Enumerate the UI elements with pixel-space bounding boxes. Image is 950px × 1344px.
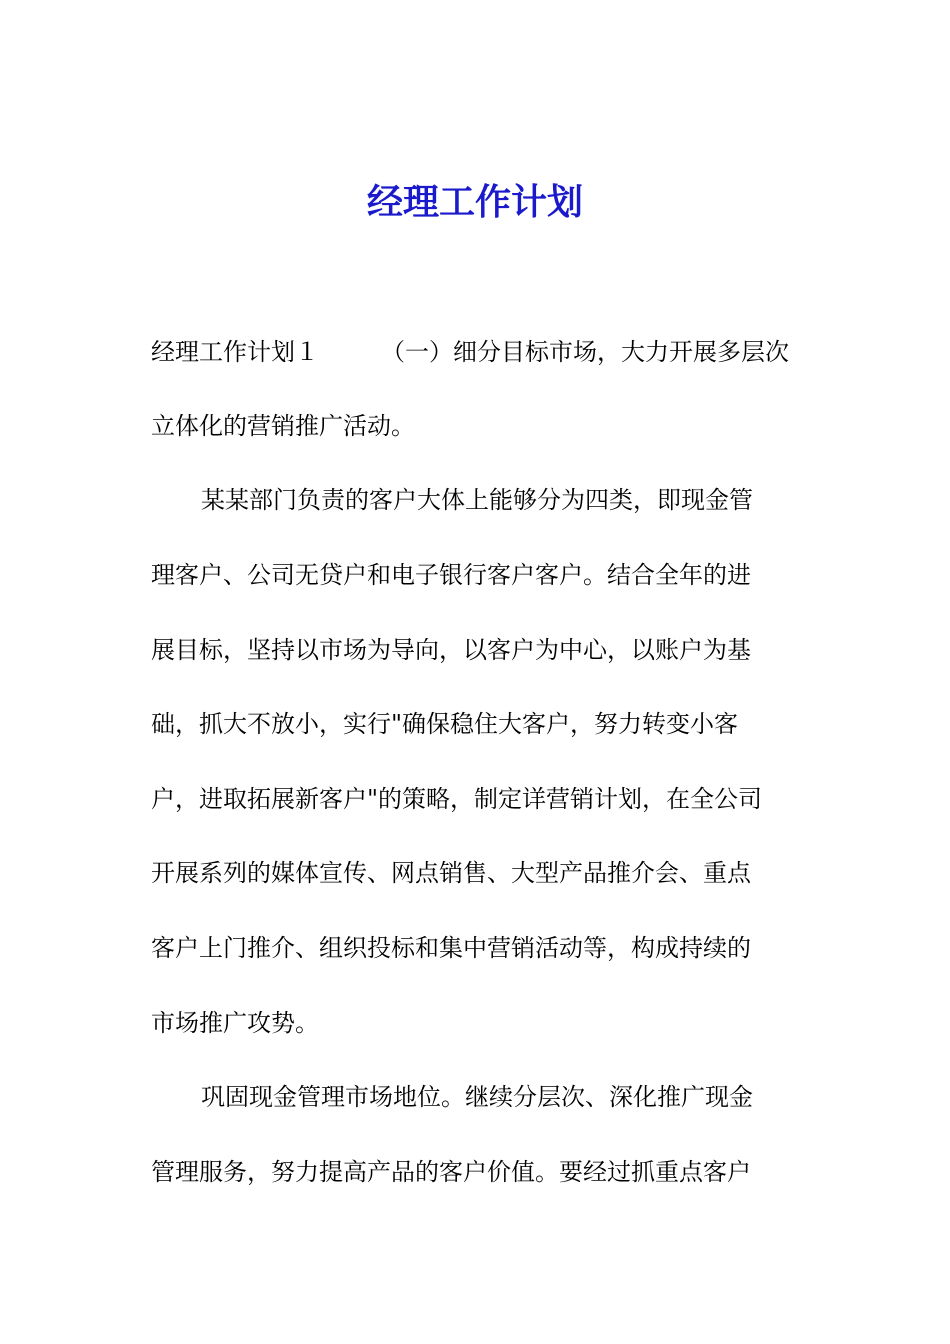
paragraph-line: 客户上门推介、组织投标和集中营销活动等，构成持续的 (151, 934, 751, 962)
section-heading: 经理工作计划１ (151, 338, 319, 366)
paragraph-line (151, 332, 789, 372)
line-text: （一）细分目标市场，大力开展多层次 (381, 338, 789, 366)
paragraph-line: 巩固现金管理市场地位。继续分层次、深化推广现金 (201, 1083, 753, 1111)
paragraph-line: 某某部门负责的客户大体上能够分为四类，即现金管 (201, 486, 753, 514)
paragraph-line: 理客户、公司无贷户和电子银行客户客户。结合全年的进 (151, 561, 751, 589)
paragraph-line: 户，进取拓展新客户"的策略，制定详营销计划，在全公司 (151, 785, 763, 813)
paragraph-line: 立体化的营销推广活动。 (151, 412, 415, 440)
paragraph-line: 市场推广攻势。 (151, 1009, 319, 1037)
paragraph-line: 管理服务，努力提高产品的客户价值。要经过抓重点客户 (151, 1158, 751, 1186)
paragraph-line: 开展系列的媒体宣传、网点销售、大型产品推介会、重点 (151, 859, 751, 887)
document-title: 经理工作计划 (366, 181, 583, 223)
paragraph-line: 础，抓大不放小，实行"确保稳住大客户，努力转变小客 (151, 710, 739, 738)
paragraph-line: 展目标，坚持以市场为导向，以客户为中心，以账户为基 (151, 636, 751, 664)
